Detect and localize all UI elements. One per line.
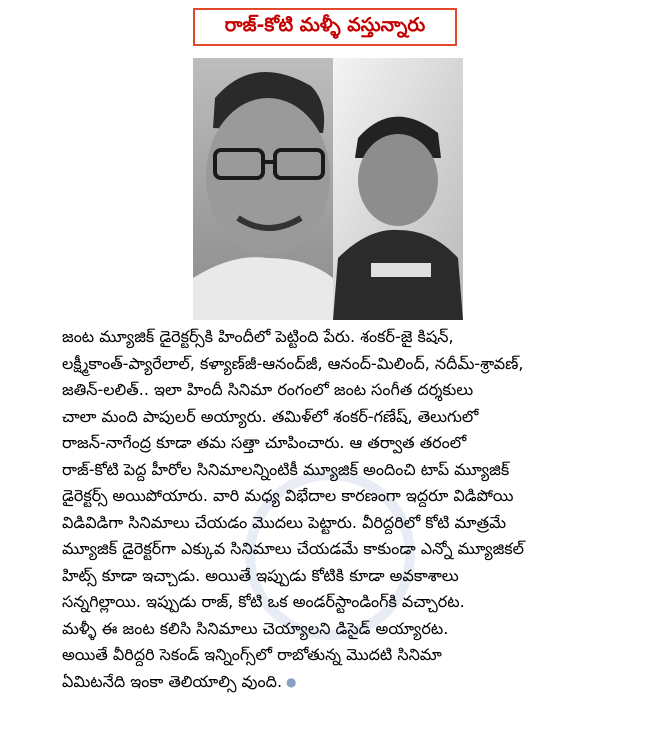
article-line: లక్ష్మీకాంత్-ప్యారేలాల్, కళ్యాణ్‌జీ-ఆనంద్‌జీ, ఆనంద్-మిలింద్, నదీమ్-శ్రావణ్, [62,353,524,373]
article-line: రాజ్-కోటి పెద్ద హీరోల సినిమాలన్నింటికీ మ్యూజిక్ అందించి టాప్ మ్యూజిక్ [62,459,510,479]
article-line: డైరెక్టర్స్ అయిపోయారు. వారి మధ్య విభేదాల కారణంగా ఇద్దరూ విడిపోయి [62,486,514,505]
article-line: మ్యూజిక్ డైరెక్టర్‌గా ఎక్కువ సినిమాలు చేయడమే కాకుండా ఎన్నో మ్యూజికల్ [62,539,525,558]
headline: రాజ్-కోటి మళ్ళీ వస్తున్నారు [193,8,457,46]
article-line-last [62,669,588,696]
photo-illustration [193,58,463,320]
article-photo [193,58,463,320]
article-body [62,324,588,695]
article-line: విడివిడిగా సినిమాలు చేయడం మొదలు పెట్టారు. వీరిద్దరిలో కోటి మాత్రమే [62,512,507,532]
article-line: జంట మ్యూజిక్ డైరెక్టర్స్‌కి హిందీలో పెట్టింది పేరు. శంకర్-జై కిషన్, [62,327,454,346]
end-marker-icon: ● [286,674,297,689]
article-line: హిట్స్ కూడా ఇచ్చాడు. అయితే ఇప్పుడు కోటికి కూడా అవకాశాలు [62,565,459,585]
article-line: సన్నగిల్లాయి. ఇప్పుడు రాజ్, కోటి ఒక అండర్‌స్టాండింగ్‌కి వచ్చారట. [62,592,465,611]
article-line: రాజన్-నాగేంద్ర కూడా తమ సత్తా చూపించారు. ఆ తర్వాత తరంలో [62,433,467,452]
article-line: అయితే వీరిద్దరి సెకండ్ ఇన్నింగ్స్‌లో రాబోతున్న మొదటి సినిమా [62,645,442,664]
article-line: చాలా మంది పాపులర్ అయ్యారు. తమిళ్‌లో శంకర్-గణేష్, తెలుగులో [62,406,479,426]
article-line: ఏమిటనేది ఇంకా తెలియాల్సి వుంది. [62,671,283,691]
article-line: మళ్ళీ ఈ జంట కలిసి సినిమాలు చెయ్యాలని డిసైడ్ అయ్యారట. [62,618,449,638]
article-line: జతిన్-లలిత్.. ఇలా హిందీ సినిమా రంగంలో జంట సంగీత దర్శకులు [62,380,474,399]
